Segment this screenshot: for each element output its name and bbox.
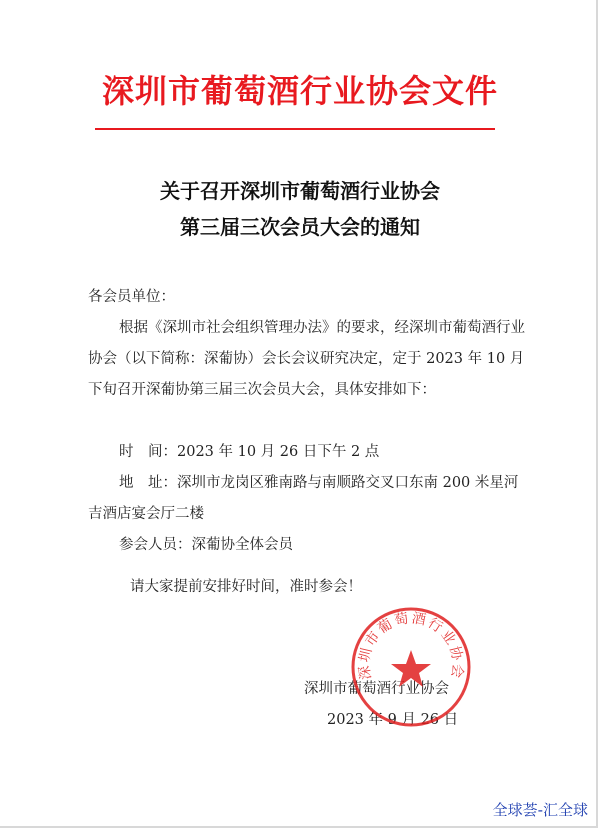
official-seal [348,604,474,730]
signature-date: 2023 年 9 月 26 日 [327,712,459,728]
star-icon [391,650,431,687]
meeting-attendees [119,530,539,561]
closing-remark: 请大家提前安排好时间，准时参会！ [130,579,362,595]
seal-ring-text: 深圳市葡萄酒行业协会 [356,610,466,681]
watermark-text: 全球荟-汇全球 [492,801,588,819]
signature-organization: 深圳市葡萄酒行业协会 [304,681,449,697]
salutation: 各会员单位： [88,289,175,305]
document-header-title: 深圳市葡萄酒行业协会文件 [101,72,498,110]
time-value: 2023 年 10 月 26 日下午 2 点 [177,444,380,460]
meeting-time [119,437,539,468]
meeting-address [88,468,528,530]
notice-title-line-1: 关于召开深圳市葡萄酒行业协会 [160,179,440,203]
address-value: 深圳市龙岗区雅南路与南顺路交叉口东南 200 米星河吉酒店宴会厅二楼 [88,475,519,522]
notice-title-line-2: 第三届三次会员大会的通知 [180,215,420,239]
attendees-label: 参会人员： [119,537,192,553]
attendees-value: 深葡协全体会员 [191,537,293,553]
address-label: 地 址： [119,475,177,491]
body-paragraph: 根据《深圳市社会组织管理办法》的要求，经深圳市葡萄酒行业协会（以下简称：深葡协）会长会议研究决定，定于 2023 年 10 月下旬召开深葡协第三届三次会员大会，具体安排如下： [88,320,525,398]
time-label: 时 间： [119,444,177,460]
header-red-rule [95,128,495,130]
